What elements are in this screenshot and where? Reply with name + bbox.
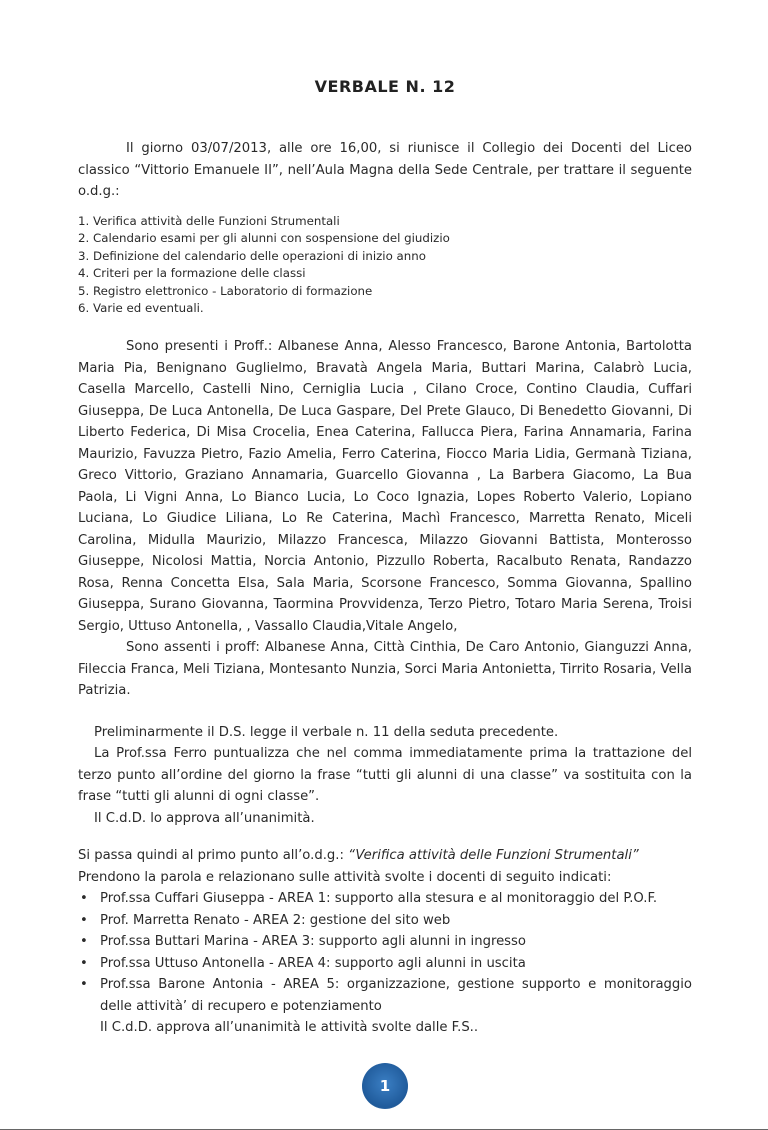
- fs-item: • Prof.ssa Barone Antonia - AREA 5: organizzazione, gestione supporto e monitoraggio delle attività’ di recupero e potenziamento: [78, 974, 692, 1017]
- agenda-item: 1. Verifica attività delle Funzioni Strumentali: [78, 213, 340, 228]
- absent-list: Sono assenti i proff: Albanese Anna, Città Cinthia, De Caro Antonio, Gianguzzi Anna, Fileccia Franca, Meli Tiziana, Montesanto Nunzia, Sorci Maria Antonietta, Tirrito Rosaria, Vella Patrizia.: [78, 640, 692, 699]
- fs-item: • Prof. Marretta Renato - AREA 2: gestione del sito web: [78, 910, 692, 932]
- present-list: Sono presenti i Proff.: Albanese Anna, Alesso Francesco, Barone Antonia, Bartolotta Maria Pia, Benignano Guglielmo, Bravatà Angela Maria, Buttari Marina, Calabrò Lucia, Casella Marcello, Castelli Nino, Cerniglia Lucia , Cilano Croce, Contino Claudia, Cuffari Giuseppa, De Luca Antonella, De Luca Gaspare, Del Prete Glauco, Di Benedetto Giovanni, Di Liberto Federica, Di Misa Crocelia, Enea Caterina, Fallucca Piera, Farina Annamaria, Farina Maurizio, Favuzza Pietro, Fazio Amelia, Ferro Caterina, Fiocco Maria Lidia, Germanà Tiziana, Greco Vittorio, Graziano Annamaria, Guarcello Giovanna , La Barbera Giacomo, La Bua Paola, Li Vigni Anna, Lo Bianco Lucia, Lo Coco Ignazia, Lopes Roberto Valerio, Lopiano Luciana, Lo Giudice Liliana, Lo Re Caterina, Machì Francesco, Marretta Renato, Miceli Carolina, Midulla Maurizio, Milazzo Francesca, Milazzo Giovanni Battista, Monterosso Giuseppe, Nicolosi Mattia, Norcia Antonio, Pizzullo Roberta, Racalbuto Renata, Randazzo Rosa, Renna Concetta Elsa, Sala Maria, Scorsone Francesco, Somma Giovanna, Spallino Giuseppa, Surano Giovanna, Taormina Provvidenza, Terzo Pietro, Totaro Maria Serena, Troisi Sergio, Uttuso Antonella, , Vassallo Claudia,Vitale Angelo,: [78, 339, 692, 634]
- agenda-item: 5. Registro elettronico - Laboratorio di formazione: [78, 283, 373, 298]
- agenda-list: [78, 213, 692, 319]
- fs-item: • Prof.ssa Uttuso Antonella - AREA 4: supporto agli alunni in uscita: [78, 953, 692, 975]
- agenda-item: 2. Calendario esami per gli alunni con sospensione del giudizio: [78, 231, 450, 246]
- approval-line: Il C.d.D. approva all’unanimità le attività svolte dalle F.S..: [100, 1020, 479, 1036]
- attendance-section: [78, 336, 692, 702]
- agenda-item: 4. Criteri per la formazione delle classi: [78, 266, 306, 281]
- prelim-line: La Prof.ssa Ferro puntualizza che nel comma immediatamente prima la trattazione del terzo punto all’ordine del giorno la frase “tutti gli alunni di una classe” va sostituita con la frase “tutti gli alunni di ogni classe”.: [78, 746, 692, 805]
- preliminary-section: [78, 722, 692, 830]
- document-title: VERBALE N. 12: [314, 77, 456, 96]
- agenda-item: 6. Varie ed eventuali.: [78, 301, 204, 316]
- footer-rule: [0, 1129, 768, 1130]
- first-point-lead: Si passa quindi al primo punto all’o.d.g.:: [78, 848, 349, 864]
- prelim-line: Preliminarmente il D.S. legge il verbale n. 11 della seduta precedente.: [94, 724, 559, 740]
- agenda-item: 3. Definizione del calendario delle operazioni di inizio anno: [78, 248, 426, 263]
- first-point-section: [78, 845, 692, 1039]
- intro-paragraph: Il giorno 03/07/2013, alle ore 16,00, si riunisce il Collegio dei Docenti del Liceo classico “Vittorio Emanuele II”, nell’Aula Magna della Sede Centrale, per trattare il seguente o.d.g.:: [78, 141, 692, 199]
- prelim-line: Il C.d.D. lo approva all’unanimità.: [94, 810, 315, 826]
- fs-list: [78, 888, 692, 1017]
- speakers-intro: Prendono la parola e relazionano sulle attività svolte i docenti di seguito indicati:: [78, 869, 612, 885]
- first-point-title: “Verifica attività delle Funzioni Strumentali”: [348, 848, 639, 864]
- page-number-badge: 1: [362, 1063, 408, 1109]
- fs-item: • Prof.ssa Cuffari Giuseppa - AREA 1: supporto alla stesura e al monitoraggio del P.O.F.: [78, 888, 692, 910]
- fs-item: • Prof.ssa Buttari Marina - AREA 3: supporto agli alunni in ingresso: [78, 931, 692, 953]
